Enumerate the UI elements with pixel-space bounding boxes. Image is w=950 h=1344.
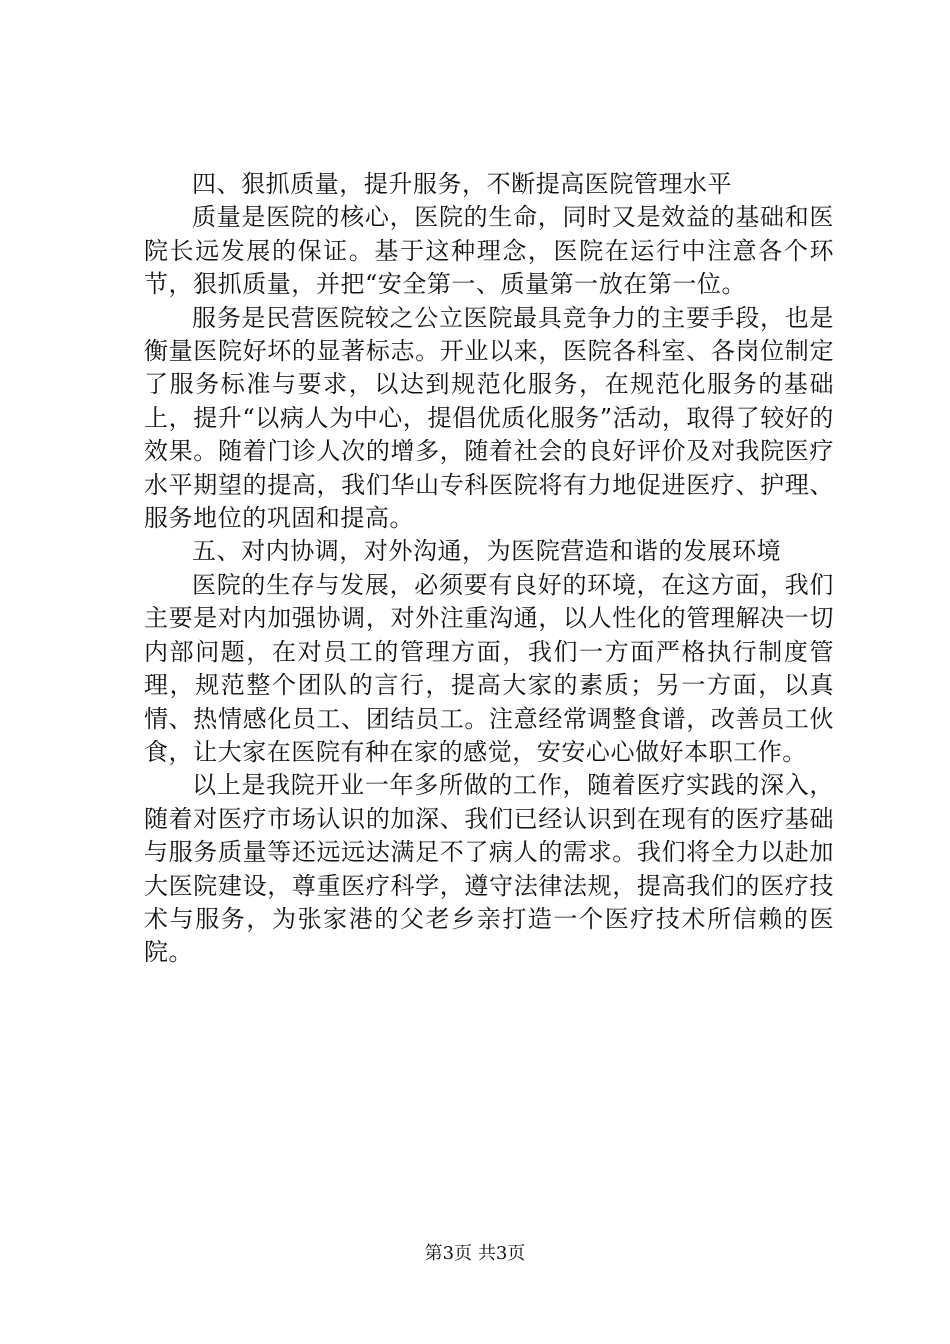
document-body — [144, 168, 834, 970]
section-heading-four: 四、狠抓质量，提升服务，不断提高医院管理水平 — [192, 170, 733, 198]
body-paragraph-summary: 以上是我院开业一年多所做的工作，随着医疗实践的深入，随着对医疗市场认识的加深、我们已经认识到在现有的医疗基础与服务质量等还远远达满足不了病人的需求。我们将全力以赴加大医院建设，尊重医疗科学，遵守法律法规，提高我们的医疗技术与服务，为张家港的父老乡亲打造一个医疗技术所信赖的医院。 — [144, 771, 834, 967]
body-paragraph-environment: 医院的生存与发展，必须要有良好的环境，在这方面，我们主要是对内加强协调，对外注重沟通，以人性化的管理解决一切内部问题，在对员工的管理方面，我们一方面严格执行制度管理，规范整个团队的言行，提高大家的素质；另一方面，以真情、热情感化员工、团结员工。注意经常调整食谱，改善员工伙食，让大家在医院有种在家的感觉，安安心心做好本职工作。 — [144, 570, 834, 766]
section-heading-five: 五、对内协调，对外沟通，为医院营造和谐的发展环境 — [192, 537, 782, 566]
body-paragraph-quality: 质量是医院的核心，医院的生命，同时又是效益的基础和医院长远发展的保证。基于这种理念，医院在运行中注意各个环节，狠抓质量，并把“安全第一、质量第一放在第一位。 — [144, 203, 834, 299]
body-paragraph-service: 服务是民营医院较之公立医院最具竞争力的主要手段，也是衡量医院好坏的显著标志。开业以来，医院各科室、各岗位制定了服务标准与要求，以达到规范化服务，在规范化服务的基础上，提升“以病人为中心，提倡优质化服务”活动，取得了较好的效果。随着门诊人次的增多，随着社会的良好评价及对我院医疗水平期望的提高，我们华山专科医院将有力地促进医疗、护理、服务地位的巩固和提高。 — [144, 303, 834, 533]
page-number-footer: 第3页 共3页 — [424, 1243, 526, 1264]
